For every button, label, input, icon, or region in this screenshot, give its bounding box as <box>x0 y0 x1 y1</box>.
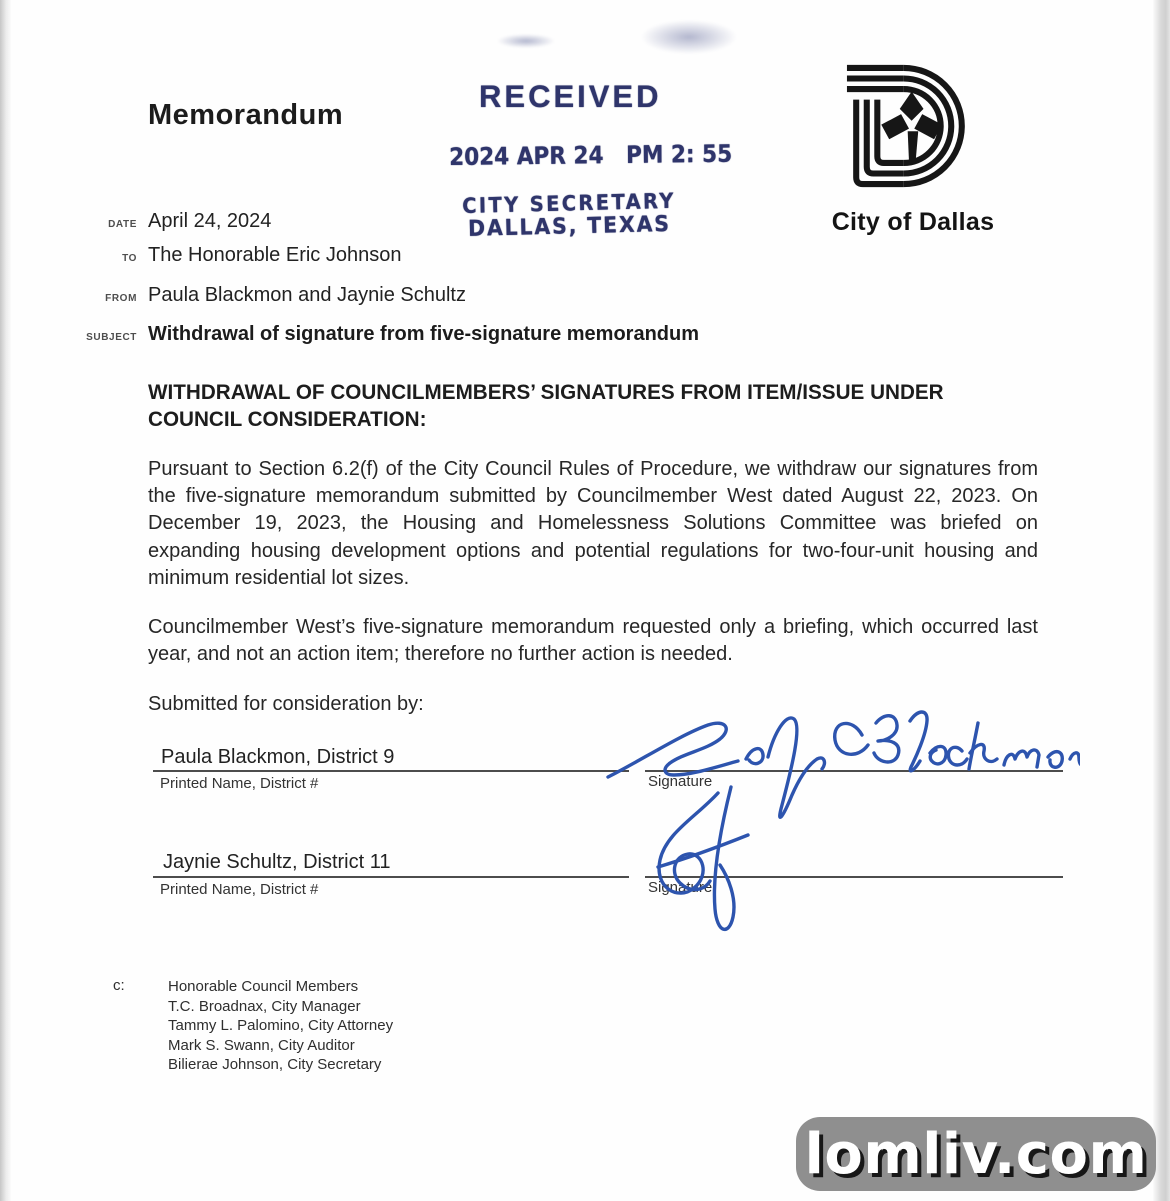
field-value-to: The Honorable Eric Johnson <box>148 244 402 266</box>
field-value-subject: Withdrawal of signature from five-signature memorandum <box>148 323 700 345</box>
received-stamp-datetime: 2024 APR 24 PM 2: 55 <box>449 139 733 171</box>
signature-caption-2: Signature <box>648 879 713 896</box>
signature-caption-1: Signature <box>648 773 713 790</box>
cc-label: c: <box>113 977 125 994</box>
city-of-dallas-logo-icon <box>843 60 975 192</box>
printed-name-line-1 <box>153 770 629 772</box>
field-value-date: April 24, 2024 <box>148 210 272 232</box>
cc-list <box>168 977 393 1075</box>
field-label-to: TO <box>122 253 137 264</box>
printed-name-line-2 <box>153 876 629 878</box>
stamp-office-line1: CITY SECRETARY <box>461 188 676 218</box>
paragraph-2: Councilmember West’s five-signature memorandum requested only a briefing, which occurred last year, and not an action item; therefore no further action is needed. <box>148 616 1038 666</box>
watermark-badge: lomliv.com <box>796 1117 1156 1191</box>
printed-name-caption-2: Printed Name, District # <box>160 881 319 898</box>
field-label-subject: SUBJECT <box>86 332 137 343</box>
printed-name-2: Jaynie Schultz, District 11 <box>163 851 391 873</box>
submitted-line: Submitted for consideration by: <box>148 693 424 715</box>
memo-title: Memorandum <box>148 99 344 131</box>
cc-item: Tammy L. Palomino, City Attorney <box>168 1017 394 1035</box>
page-edge-left <box>0 0 11 1201</box>
handwritten-signatures-ink <box>600 695 1080 946</box>
cc-item: Honorable Council Members <box>168 978 359 995</box>
received-stamp-text: RECEIVED <box>479 78 662 115</box>
field-value-from: Paula Blackmon and Jaynie Schultz <box>148 284 466 306</box>
paragraph-1: Pursuant to Section 6.2(f) of the City Council Rules of Procedure, we withdraw our signatures from the five-signature memorandum submitted by Councilmember West dated August 22, 2023. On December 19, 2023, the Housing and Homelessness Solutions Committee was briefed on expanding housing development options and potential regulations for two-four-unit housing and minimum residential lot sizes. <box>148 458 1038 589</box>
logo-caption: City of Dallas <box>831 208 995 236</box>
printed-name-caption-1: Printed Name, District # <box>160 775 319 792</box>
page-edge-right <box>1153 0 1170 1201</box>
stamp-office-line2: DALLAS, TEXAS <box>467 211 672 242</box>
ink-smudge <box>497 34 555 48</box>
cc-item: T.C. Broadnax, City Manager <box>168 997 361 1015</box>
memo-heading: WITHDRAWAL OF COUNCILMEMBERS’ SIGNATURES FROM ITEM/ISSUE UNDER COUNCIL CONSIDERATION: <box>148 381 944 431</box>
cc-item: Mark S. Swann, City Auditor <box>168 1036 355 1054</box>
printed-name-1: Paula Blackmon, District 9 <box>161 746 395 768</box>
ink-smudge <box>641 20 737 54</box>
cc-item: Bilierae Johnson, City Secretary <box>168 1056 382 1074</box>
received-stamp-office <box>462 190 676 241</box>
field-label-date: DATE <box>108 219 137 230</box>
field-label-from: FROM <box>105 293 137 304</box>
